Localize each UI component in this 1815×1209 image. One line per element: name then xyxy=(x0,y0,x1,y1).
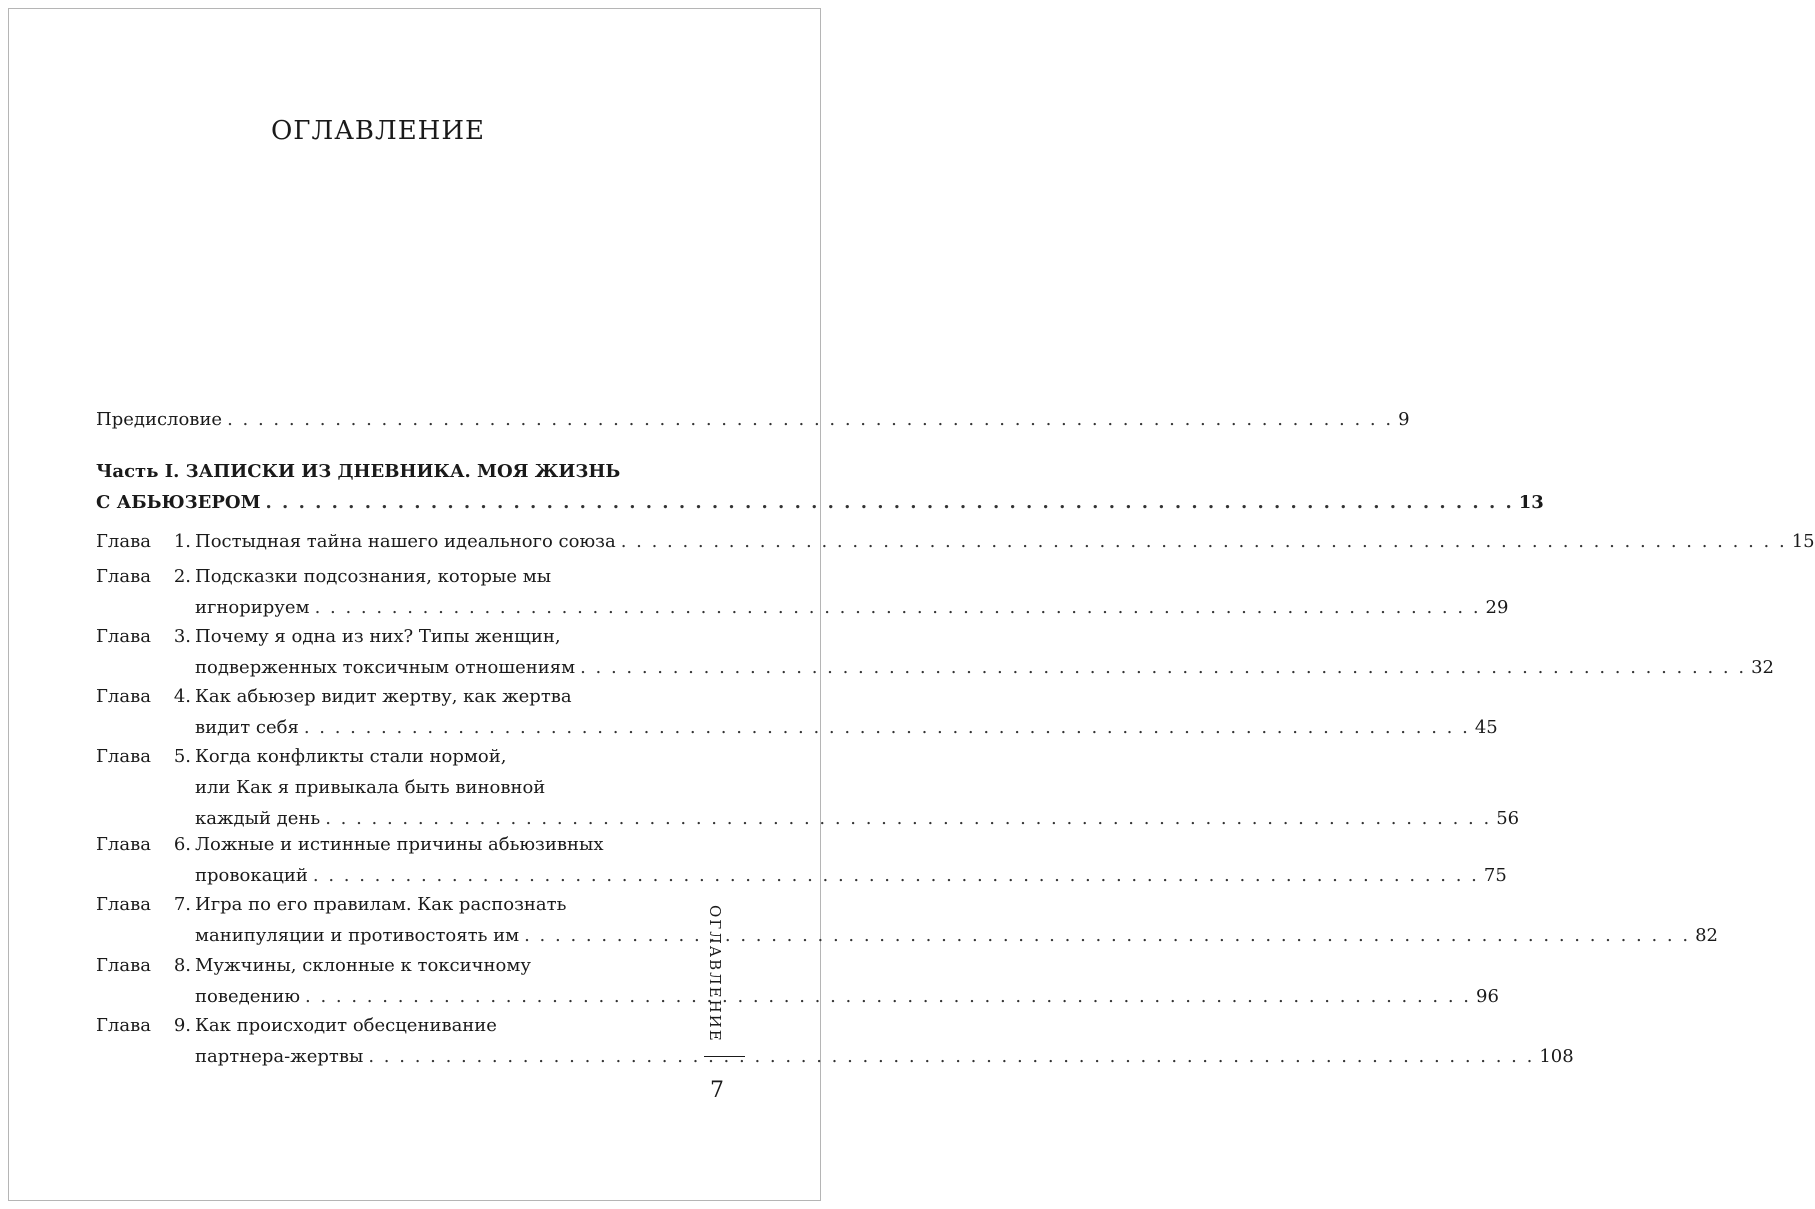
folio-rule xyxy=(704,1056,745,1057)
chapter-word: Глава xyxy=(96,566,151,587)
page-ref: 75 xyxy=(1483,865,1507,886)
toc-entry-chapter-3[interactable] xyxy=(96,621,1774,683)
toc-entry-chapter-7[interactable] xyxy=(96,889,1718,951)
chapter-word: Глава xyxy=(96,746,151,767)
chapter-title-line: Мужчины, склонные к токсичному xyxy=(195,955,531,976)
chapter-number: 5. xyxy=(173,746,191,767)
chapter-title-line: Игра по его правилам. Как распознать xyxy=(195,894,567,915)
page-ref: 32 xyxy=(1751,657,1774,678)
chapter-word: Глава xyxy=(96,834,151,855)
page-ref: 29 xyxy=(1485,597,1509,618)
page-ref: 13 xyxy=(1518,492,1544,513)
page-ref: 82 xyxy=(1695,925,1718,946)
chapter-word: Глава xyxy=(96,686,151,707)
dot-leader: . . . . . . . . . . . . . . . . . . . . . . . . . . . . . . . . . . . . . . . . . . . . . . . . . . . . . . . . . . . . . . . . . . . . . . . . . . . . xyxy=(368,1046,1535,1067)
chapter-title-line: каждый день xyxy=(195,808,321,829)
page-ref: 56 xyxy=(1496,808,1520,829)
chapter-number: 8. xyxy=(173,955,191,976)
chapter-title-line: Постыдная тайна нашего идеального союза xyxy=(195,531,616,552)
chapter-title-line: или Как я привыкала быть виновной xyxy=(195,777,546,798)
chapter-word: Глава xyxy=(96,531,151,552)
chapter-title-line: игнорируем xyxy=(195,597,310,618)
chapter-title-line: Как абьюзер видит жертву, как жертва xyxy=(195,686,572,707)
dot-leader: . . . . . . . . . . . . . . . . . . . . . . . . . . . . . . . . . . . . . . . . . . . . . . . . . . . . . . . . . . . . . . . . . . . . . . . . . . . . xyxy=(580,657,1747,678)
chapter-number: 1. xyxy=(173,531,191,552)
chapter-title-line: Почему я одна из них? Типы женщин, xyxy=(195,626,561,647)
page-ref: 108 xyxy=(1539,1046,1574,1067)
chapter-title-line: поведению xyxy=(195,986,301,1007)
chapter-title-line: провокаций xyxy=(195,865,308,886)
chapter-title-line: видит себя xyxy=(195,717,299,738)
toc-entry-chapter-5[interactable] xyxy=(96,741,1520,834)
toc-entry-preface[interactable] xyxy=(96,404,1410,435)
chapter-title-line: Когда конфликты стали нормой, xyxy=(195,746,507,767)
running-head-vertical: ОГЛАВЛЕНИЕ xyxy=(706,905,724,1043)
toc-entry-chapter-2[interactable] xyxy=(96,561,1509,623)
chapter-number: 7. xyxy=(173,894,191,915)
chapter-number: 9. xyxy=(173,1015,191,1036)
entry-label: Предисловие xyxy=(96,409,223,430)
chapter-title-line: Как происходит обесценивание xyxy=(195,1015,497,1036)
chapter-title-line: Подсказки подсознания, которые мы xyxy=(195,566,552,587)
dot-leader: . . . . . . . . . . . . . . . . . . . . . . . . . . . . . . . . . . . . . . . . . . . . . . . . . . . . . . . . . . . . . . . . . . . . . . . . . . . . xyxy=(305,986,1472,1007)
part-title-line-2: С АБЬЮЗЕРОМ xyxy=(96,492,261,513)
chapter-word: Глава xyxy=(96,626,151,647)
page-ref: 9 xyxy=(1398,409,1410,430)
page-title: ОГЛАВЛЕНИЕ xyxy=(270,116,486,146)
toc-entry-chapter-4[interactable] xyxy=(96,681,1498,743)
chapter-number: 2. xyxy=(173,566,191,587)
page-ref: 96 xyxy=(1476,986,1499,1007)
page-ref: 15 xyxy=(1791,531,1815,552)
toc-entry-chapter-8[interactable] xyxy=(96,950,1499,1012)
chapter-number: 4. xyxy=(173,686,191,707)
chapter-number: 3. xyxy=(173,626,191,647)
toc-entry-chapter-1[interactable] xyxy=(96,526,1815,557)
chapter-title-line: манипуляции и противостоять им xyxy=(195,925,520,946)
dot-leader: . . . . . . . . . . . . . . . . . . . . . . . . . . . . . . . . . . . . . . . . . . . . . . . . . . . . . . . . . . . . . . . . . . . . . . . . . . . . xyxy=(227,409,1394,430)
dot-leader: . . . . . . . . . . . . . . . . . . . . . . . . . . . . . . . . . . . . . . . . . . . . . . . . . . . . . . . . . . . . . . . . . . . . . . . . . . . . xyxy=(314,597,1481,618)
page-number: 7 xyxy=(710,1078,724,1103)
dot-leader: . . . . . . . . . . . . . . . . . . . . . . . . . . . . . . . . . . . . . . . . . . . . . . . . . . . . . . . . . . . . . . . . . . . . . . . . . . . . xyxy=(620,531,1787,552)
dot-leader: . . . . . . . . . . . . . . . . . . . . . . . . . . . . . . . . . . . . . . . . . . . . . . . . . . . . . . . . . . . . . . . . . . . . . . . . . . . . xyxy=(265,492,1514,513)
toc-entry-part-1[interactable] xyxy=(96,456,1544,518)
dot-leader: . . . . . . . . . . . . . . . . . . . . . . . . . . . . . . . . . . . . . . . . . . . . . . . . . . . . . . . . . . . . . . . . . . . . . . . . . . . . xyxy=(524,925,1691,946)
page-ref: 45 xyxy=(1474,717,1498,738)
chapter-word: Глава xyxy=(96,894,151,915)
chapter-word: Глава xyxy=(96,955,151,976)
dot-leader: . . . . . . . . . . . . . . . . . . . . . . . . . . . . . . . . . . . . . . . . . . . . . . . . . . . . . . . . . . . . . . . . . . . . . . . . . . . . xyxy=(325,808,1492,829)
dot-leader: . . . . . . . . . . . . . . . . . . . . . . . . . . . . . . . . . . . . . . . . . . . . . . . . . . . . . . . . . . . . . . . . . . . . . . . . . . . . xyxy=(312,865,1479,886)
chapter-word: Глава xyxy=(96,1015,151,1036)
chapter-title-line: подверженных токсичным отношениям xyxy=(195,657,576,678)
chapter-title-line: Ложные и истинные причины абьюзивных xyxy=(195,834,604,855)
part-title-line-1: Часть I. ЗАПИСКИ ИЗ ДНЕВНИКА. МОЯ ЖИЗНЬ xyxy=(96,461,621,482)
dot-leader: . . . . . . . . . . . . . . . . . . . . . . . . . . . . . . . . . . . . . . . . . . . . . . . . . . . . . . . . . . . . . . . . . . . . . . . . . . . . xyxy=(303,717,1470,738)
toc-entry-chapter-6[interactable] xyxy=(96,829,1507,891)
chapter-number: 6. xyxy=(173,834,191,855)
chapter-title-line: партнера-жертвы xyxy=(195,1046,364,1067)
toc-entry-chapter-9[interactable] xyxy=(96,1010,1574,1072)
